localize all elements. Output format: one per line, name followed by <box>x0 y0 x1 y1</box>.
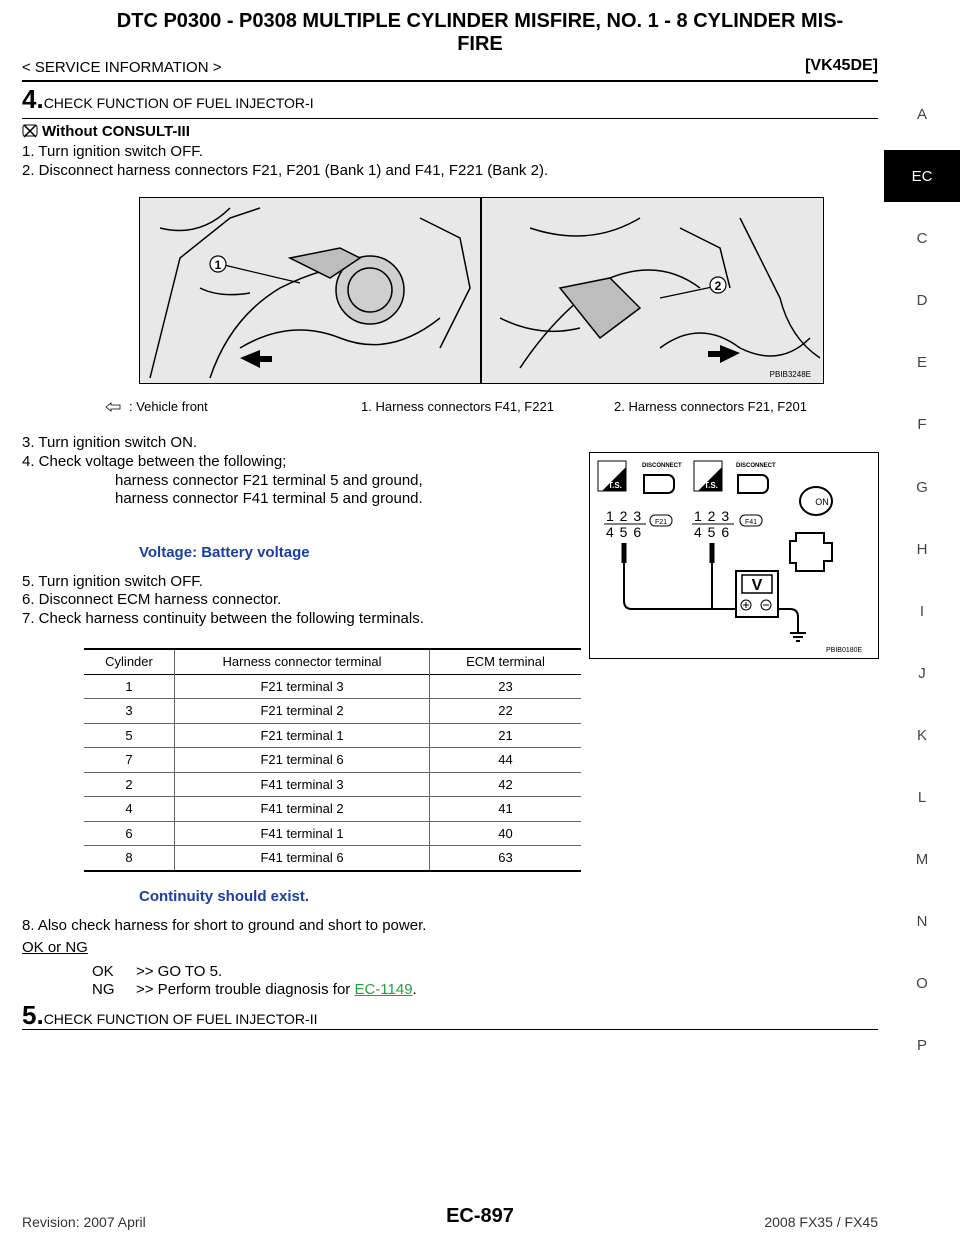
step4-rule <box>22 118 878 119</box>
ok-ng-label: OK or NG <box>22 939 88 956</box>
tab-n[interactable]: N <box>916 913 928 930</box>
table-header-row <box>84 649 581 674</box>
ts-icon-1 <box>598 461 626 491</box>
table-cell: 44 <box>498 752 513 768</box>
engine-photo-illustration <box>140 198 823 383</box>
ng-line <box>136 980 417 999</box>
step4-line5: 5. Turn ignition switch OFF. <box>22 573 203 590</box>
disconnect-label-2: DISCONNECT <box>736 463 776 469</box>
page-title-line1: DTC P0300 - P0308 MULTIPLE CYLINDER MISFIRE, NO. 1 - 8 CYLINDER MIS- <box>116 10 844 32</box>
ecm-engine-icon <box>790 533 832 571</box>
disconnect-label-1: DISCONNECT <box>642 463 682 469</box>
page-title-line2: FIRE <box>457 33 503 55</box>
footer-model: 2008 FX35 / FX45 <box>764 1214 878 1230</box>
tab-e[interactable]: E <box>916 354 927 371</box>
step4-line8: 8. Also check harness for short to ground and short to power. <box>22 917 427 934</box>
svg-text:V: V <box>751 577 763 594</box>
caption-item-1: 1. Harness connectors F41, F221 <box>361 399 554 414</box>
table-cell: F21 terminal 1 <box>175 723 430 748</box>
table-header-cylinder: Cylinder <box>105 654 153 670</box>
ng-suffix: . <box>412 981 417 998</box>
step4-number: 4. <box>22 84 44 114</box>
table-cell: F41 terminal 2 <box>175 797 430 822</box>
table-cell: 5 <box>125 727 133 743</box>
table-cell: 3 <box>125 703 133 719</box>
tab-i[interactable]: I <box>919 603 925 620</box>
voltage-check-illustration <box>590 453 878 658</box>
vehicle-front-arrow-icon <box>105 400 121 410</box>
engine-label: [VK45DE] <box>805 57 878 74</box>
step4-line4a: harness connector F21 terminal 5 and ground, <box>115 472 423 489</box>
table-row <box>84 748 581 773</box>
ignition-on-icon <box>800 487 832 515</box>
table-cell: F41 terminal 3 <box>175 772 430 797</box>
tab-o[interactable]: O <box>916 975 928 992</box>
connector-f21-label: F21 <box>654 519 668 526</box>
callout-2: 2 <box>714 279 722 293</box>
step5-rule <box>22 1029 878 1030</box>
callout-1: 1 <box>214 258 222 272</box>
mode-line <box>22 122 190 141</box>
tab-l[interactable]: L <box>917 789 927 806</box>
step4-line3: 3. Turn ignition switch ON. <box>22 434 198 451</box>
table-cell: 42 <box>498 776 513 792</box>
table-cell: F21 terminal 6 <box>175 748 430 773</box>
step5-number: 5. <box>22 1000 44 1030</box>
ec-1149-link[interactable]: EC-1149 <box>354 981 413 998</box>
figure1-code: PBIB3248E <box>769 370 811 379</box>
table-cell: 8 <box>125 850 133 866</box>
engine-photo-figure <box>139 197 824 384</box>
tab-p[interactable]: P <box>916 1037 927 1054</box>
svg-text:ON: ON <box>815 497 829 507</box>
no-consult-icon <box>22 124 38 138</box>
table-row <box>84 699 581 724</box>
caption-vehicle-front-text: : Vehicle front <box>129 399 208 414</box>
ng-label: NG <box>92 981 115 998</box>
table-cell: 22 <box>498 703 513 719</box>
table-cell: 4 <box>125 801 133 817</box>
connector-f41-label: F41 <box>744 519 758 526</box>
continuity-table <box>84 648 581 872</box>
table-header-ecm: ECM terminal <box>466 654 545 670</box>
tab-ec-active[interactable]: EC <box>884 150 960 202</box>
step4-line2: 2. Disconnect harness connectors F21, F201 (Bank 1) and F41, F221 (Bank 2). <box>22 162 549 179</box>
table-row <box>84 846 581 871</box>
svg-text:1 2 3: 1 2 3 <box>694 508 731 524</box>
ts-icon-2 <box>694 461 722 491</box>
svg-text:T.S.: T.S. <box>608 481 622 490</box>
tab-k[interactable]: K <box>916 727 927 744</box>
table-cell: 23 <box>498 678 513 694</box>
disconnect-connector-icon-2 <box>738 475 768 493</box>
step4-line4: 4. Check voltage between the following; <box>22 453 287 470</box>
tab-f[interactable]: F <box>917 416 927 433</box>
tab-d[interactable]: D <box>916 292 928 309</box>
tab-c[interactable]: C <box>916 230 928 247</box>
table-cell: F41 terminal 6 <box>175 846 430 871</box>
table-cell: 40 <box>498 825 513 841</box>
page-title <box>0 10 960 56</box>
table-cell: 63 <box>498 850 513 866</box>
svg-text:T.S.: T.S. <box>704 481 718 490</box>
header-rule <box>22 80 878 82</box>
mode-text: Without CONSULT-III <box>42 123 190 140</box>
table-cell: 6 <box>125 825 133 841</box>
step4-line4b: harness connector F41 terminal 5 and ground. <box>115 490 423 507</box>
footer-page-number: EC-897 <box>446 1205 514 1227</box>
table-cell: F41 terminal 1 <box>175 821 430 846</box>
tab-j[interactable]: J <box>918 665 926 682</box>
step4-line6: 6. Disconnect ECM harness connector. <box>22 591 282 608</box>
caption-item-2: 2. Harness connectors F21, F201 <box>614 399 807 414</box>
connector-f41 <box>692 508 762 540</box>
table-header-connector: Harness connector terminal <box>175 649 430 674</box>
spec-continuity: Continuity should exist. <box>139 888 310 905</box>
voltage-check-diagram <box>589 452 879 659</box>
table-cell: 2 <box>125 776 133 792</box>
ground-icon <box>790 633 806 641</box>
caption-vehicle-front <box>105 399 208 414</box>
svg-text:4 5 6: 4 5 6 <box>694 524 731 540</box>
table-cell: F21 terminal 3 <box>175 674 430 699</box>
connector-f21 <box>604 508 672 540</box>
tab-a[interactable]: A <box>916 106 927 123</box>
ng-text: >> Perform trouble diagnosis for <box>136 981 355 998</box>
svg-text:4 5 6: 4 5 6 <box>606 524 643 540</box>
ok-label: OK <box>92 963 114 980</box>
table-cell: F21 terminal 2 <box>175 699 430 724</box>
ok-text: >> GO TO 5. <box>136 963 223 980</box>
figure2-code: PBIB0180E <box>826 647 863 654</box>
step5-heading <box>22 1000 317 1031</box>
disconnect-connector-icon-1 <box>644 475 674 493</box>
step4-line1: 1. Turn ignition switch OFF. <box>22 143 203 160</box>
tab-h[interactable]: H <box>916 541 928 558</box>
tab-m[interactable]: M <box>915 851 929 868</box>
tab-g[interactable]: G <box>916 479 928 496</box>
table-row <box>84 723 581 748</box>
table-cell: 21 <box>498 727 513 743</box>
voltmeter-icon <box>736 571 778 617</box>
spec-voltage: Voltage: Battery voltage <box>139 544 310 561</box>
table-row <box>84 797 581 822</box>
step4-heading-text: CHECK FUNCTION OF FUEL INJECTOR-I <box>43 95 314 111</box>
step5-heading-text: CHECK FUNCTION OF FUEL INJECTOR-II <box>43 1011 318 1027</box>
table-cell: 1 <box>125 678 133 694</box>
table-cell: 7 <box>125 752 133 768</box>
table-row <box>84 821 581 846</box>
section-label: < SERVICE INFORMATION > <box>22 59 222 76</box>
table-row <box>84 772 581 797</box>
step4-line7: 7. Check harness continuity between the following terminals. <box>22 610 424 627</box>
table-cell: 41 <box>498 801 513 817</box>
footer-revision: Revision: 2007 April <box>22 1214 146 1230</box>
svg-text:1 2 3: 1 2 3 <box>606 508 643 524</box>
step4-heading <box>22 84 314 115</box>
table-row <box>84 674 581 699</box>
